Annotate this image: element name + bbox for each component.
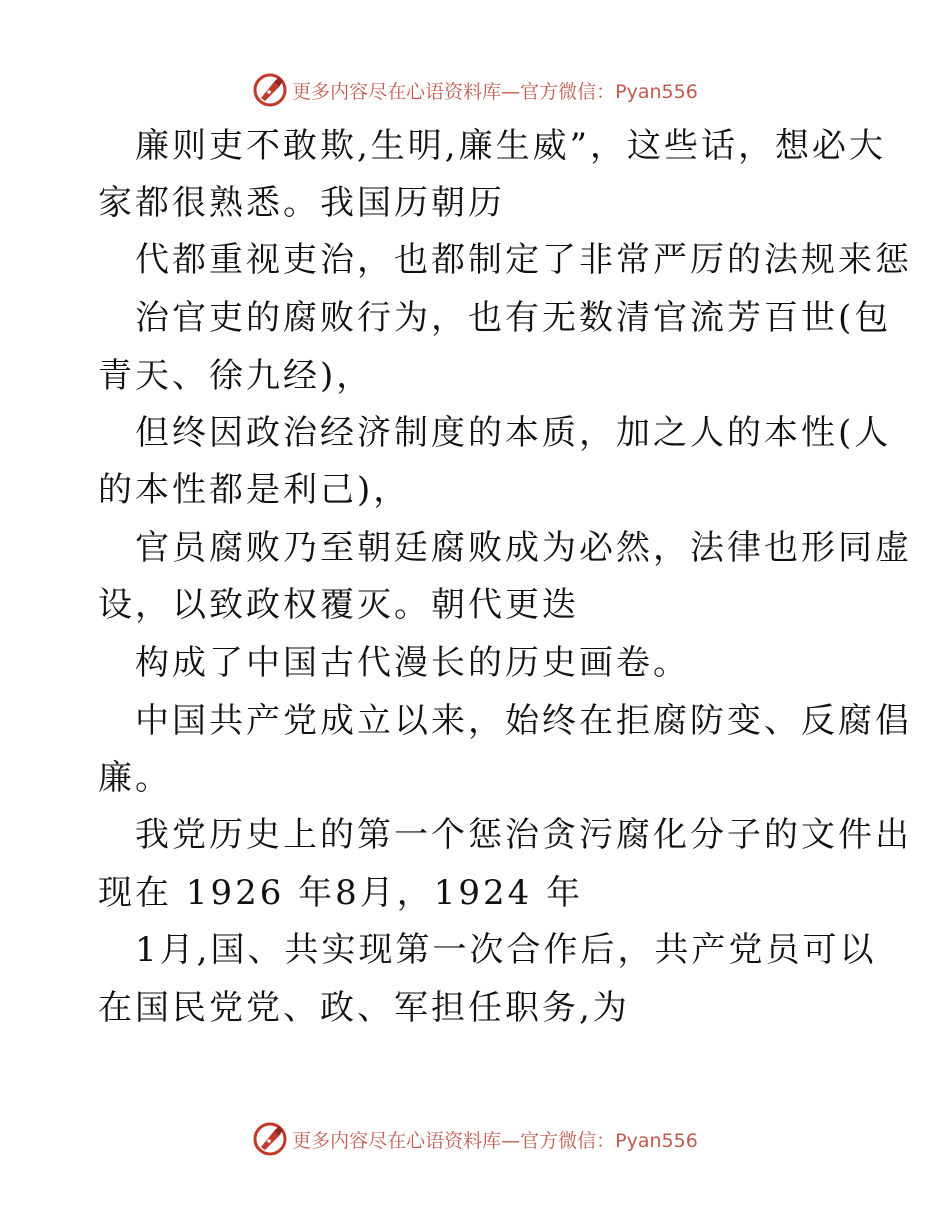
text-line: 廉。 — [98, 758, 172, 798]
text-line: 代都重视吏治，也都制定了非常严厉的法规来惩 — [135, 240, 912, 280]
text-line: 官员腐败乃至朝廷腐败成为必然，法律也形同虚 — [135, 528, 912, 568]
footer-banner-text: 更多内容尽在心语资料库—官方微信：Pyan556 — [292, 1129, 698, 1152]
text-line: 家都很熟悉。我国历朝历 — [98, 183, 505, 223]
text-line: 1月,国、共实现第一次合作后，共产党员可以 — [135, 930, 877, 970]
text-line: 现在 1926 年8月，1924 年 — [98, 873, 584, 913]
text-line: 廉则吏不敢欺,生明,廉生威”，这些话，想必大 — [135, 126, 886, 166]
text-line: 中国共产党成立以来，始终在拒腐防变、反腐倡 — [135, 701, 912, 741]
text-line: 但终因政治经济制度的本质，加之人的本性(人 — [135, 413, 892, 453]
text-line: 设，以致政权覆灭。朝代更迭 — [98, 585, 579, 625]
text-line: 青天、徐九经)， — [98, 356, 374, 396]
pen-nib-logo-icon — [252, 1121, 288, 1157]
text-line: 我党历史上的第一个惩治贪污腐化分子的文件出 — [135, 815, 912, 855]
header-banner-text: 更多内容尽在心语资料库—官方微信：Pyan556 — [292, 80, 698, 103]
text-line: 构成了中国古代漫长的历史画卷。 — [135, 643, 690, 683]
footer-banner — [0, 1119, 950, 1159]
text-line: 的本性都是利己)， — [98, 470, 411, 510]
text-line: 在国民党党、政、军担任职务,为 — [98, 988, 630, 1028]
text-line: 治官吏的腐败行为，也有无数清官流芳百世(包 — [135, 298, 892, 338]
